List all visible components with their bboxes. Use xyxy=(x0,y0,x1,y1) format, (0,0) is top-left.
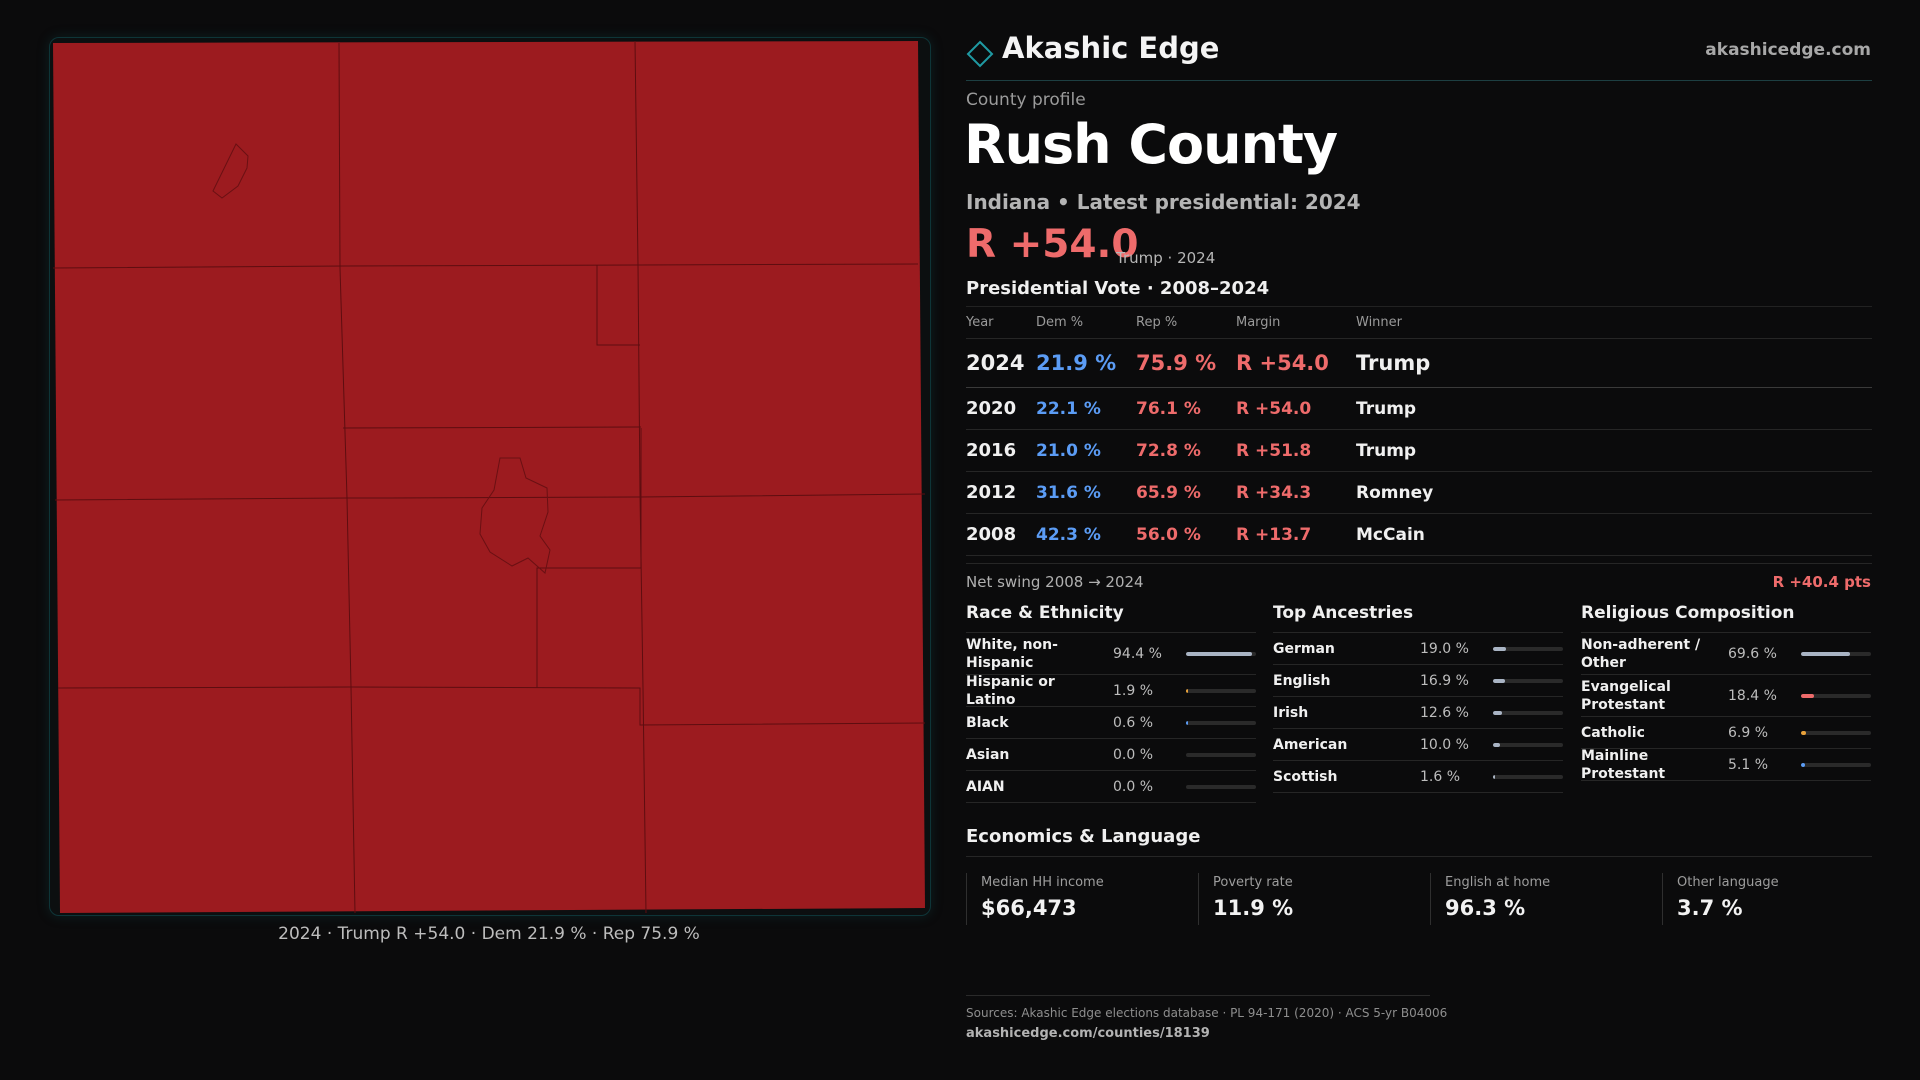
stat-card-value: $66,473 xyxy=(981,896,1077,920)
stat-bar-fill xyxy=(1801,763,1805,767)
stat-bar-fill xyxy=(1493,775,1495,779)
footer-divider xyxy=(966,995,1430,996)
stat-value: 1.9 % xyxy=(1113,682,1154,699)
stat-row xyxy=(1273,761,1563,793)
headline-margin: R +54.0 xyxy=(966,222,1139,267)
year-cell: 2016 xyxy=(966,440,1017,461)
winner-cell: Trump xyxy=(1356,351,1431,375)
stat-label: Evangelical Protestant xyxy=(1581,678,1671,713)
stat-label: Catholic xyxy=(1581,724,1645,741)
stat-card-value: 3.7 % xyxy=(1677,896,1743,920)
year-cell: 2008 xyxy=(966,524,1017,545)
stat-row xyxy=(1581,633,1871,675)
dem-cell: 21.9 % xyxy=(1036,351,1117,375)
stat-bar-fill xyxy=(1493,743,1500,747)
dem-cell: 22.1 % xyxy=(1036,398,1101,419)
rep-cell: 76.1 % xyxy=(1136,398,1201,419)
dem-cell: 31.6 % xyxy=(1036,482,1101,503)
stat-bar xyxy=(1801,694,1871,698)
stat-row xyxy=(966,675,1256,707)
stat-bar-fill xyxy=(1493,711,1502,715)
stat-bar xyxy=(1801,652,1871,656)
stat-bar-fill xyxy=(1801,652,1850,656)
map-caption: 2024 · Trump R +54.0 · Dem 21.9 % · Rep 75.9 % xyxy=(278,924,700,944)
stat-row xyxy=(966,739,1256,771)
column-header-rep: Rep % xyxy=(1136,315,1178,330)
stat-label: Mainline Protestant xyxy=(1581,747,1666,782)
stat-card-label: Poverty rate xyxy=(1213,875,1293,890)
rep-cell: 56.0 % xyxy=(1136,524,1201,545)
rep-cell: 72.8 % xyxy=(1136,440,1201,461)
stat-label: White, non-Hispanic xyxy=(966,636,1058,671)
swing-value: R +40.4 pts xyxy=(1772,573,1871,591)
stat-label: Scottish xyxy=(1273,768,1338,785)
race-panel-title: Race & Ethnicity xyxy=(966,602,1256,633)
year-cell: 2024 xyxy=(966,351,1025,375)
stat-row xyxy=(966,707,1256,739)
stat-bar-fill xyxy=(1186,721,1188,725)
stat-bar xyxy=(1186,689,1256,693)
stat-value: 0.0 % xyxy=(1113,778,1154,795)
stat-bar xyxy=(1493,679,1563,683)
stat-bar xyxy=(1186,652,1256,656)
column-header-margin: Margin xyxy=(1236,315,1281,330)
economics-title: Economics & Language xyxy=(966,826,1201,847)
stat-bar-fill xyxy=(1186,652,1252,656)
rep-cell: 75.9 % xyxy=(1136,351,1217,375)
stat-card xyxy=(1198,873,1433,925)
column-header-year: Year xyxy=(966,315,994,330)
county-subtitle: Indiana • Latest presidential: 2024 xyxy=(966,190,1361,214)
stat-row xyxy=(1581,675,1871,717)
profile-label: County profile xyxy=(966,90,1086,110)
year-cell: 2020 xyxy=(966,398,1017,419)
stat-card-label: Median HH income xyxy=(981,875,1104,890)
county-url-link[interactable]: akashicedge.com/counties/18139 xyxy=(966,1026,1210,1041)
stat-row xyxy=(1273,665,1563,697)
ancestry-panel xyxy=(1273,602,1563,793)
votes-title: Presidential Vote · 2008–2024 xyxy=(966,278,1270,299)
stat-row xyxy=(1581,717,1871,749)
stat-card-label: Other language xyxy=(1677,875,1779,890)
stat-bar xyxy=(1186,753,1256,757)
stat-bar xyxy=(1493,647,1563,651)
stat-value: 18.4 % xyxy=(1728,687,1777,704)
religion-panel xyxy=(1581,602,1871,781)
stat-label: AIAN xyxy=(966,778,1005,795)
margin-cell: R +54.0 xyxy=(1236,398,1312,419)
stat-bar xyxy=(1493,711,1563,715)
stat-row xyxy=(1273,729,1563,761)
economics-divider xyxy=(966,856,1872,857)
stat-card xyxy=(1430,873,1665,925)
stat-bar-fill xyxy=(1493,679,1505,683)
site-link[interactable]: akashicedge.com xyxy=(1705,40,1871,60)
dem-cell: 42.3 % xyxy=(1036,524,1101,545)
stat-label: Non-adherent / Other xyxy=(1581,636,1701,671)
margin-cell: R +13.7 xyxy=(1236,524,1312,545)
sources-text: Sources: Akashic Edge elections database · PL 94-171 (2020) · ACS 5-yr B04006 xyxy=(966,1006,1448,1020)
table-header-row xyxy=(966,307,1872,339)
stat-label: Hispanic or Latino xyxy=(966,673,1055,708)
rep-cell: 65.9 % xyxy=(1136,482,1201,503)
swing-label: Net swing 2008 → 2024 xyxy=(966,573,1144,591)
stat-value: 1.6 % xyxy=(1420,768,1461,785)
swing-divider xyxy=(966,563,1872,564)
stat-row xyxy=(1273,633,1563,665)
vote-table xyxy=(966,306,1872,556)
year-cell: 2012 xyxy=(966,482,1017,503)
stat-bar xyxy=(1186,785,1256,789)
stat-value: 5.1 % xyxy=(1728,756,1769,773)
stat-label: American xyxy=(1273,736,1348,753)
stat-value: 0.0 % xyxy=(1113,746,1154,763)
stat-value: 10.0 % xyxy=(1420,736,1469,753)
stat-card xyxy=(966,873,1201,925)
stat-card-value: 11.9 % xyxy=(1213,896,1294,920)
stat-label: Black xyxy=(966,714,1009,731)
stat-value: 94.4 % xyxy=(1113,645,1162,662)
stat-card xyxy=(1662,873,1897,925)
county-shape[interactable] xyxy=(53,41,925,913)
county-map[interactable] xyxy=(49,37,931,916)
stat-label: English xyxy=(1273,672,1331,689)
stat-row xyxy=(1273,697,1563,729)
stat-bar xyxy=(1801,731,1871,735)
stat-row xyxy=(1581,749,1871,781)
stat-label: Irish xyxy=(1273,704,1309,721)
stat-bar xyxy=(1186,721,1256,725)
stat-bar xyxy=(1493,775,1563,779)
ancestry-panel-title: Top Ancestries xyxy=(1273,602,1563,633)
stat-row xyxy=(966,633,1256,675)
table-row xyxy=(966,388,1872,430)
stat-value: 69.6 % xyxy=(1728,645,1777,662)
stat-label: Asian xyxy=(966,746,1010,763)
stat-value: 19.0 % xyxy=(1420,640,1469,657)
column-header-dem: Dem % xyxy=(1036,315,1084,330)
headline-note: Trump · 2024 xyxy=(1116,249,1216,267)
stat-card-label: English at home xyxy=(1445,875,1551,890)
stat-value: 0.6 % xyxy=(1113,714,1154,731)
race-panel xyxy=(966,602,1256,803)
page-title: Rush County xyxy=(964,113,1338,176)
table-row xyxy=(966,339,1872,388)
table-row xyxy=(966,430,1872,472)
religion-panel-title: Religious Composition xyxy=(1581,602,1871,633)
table-row xyxy=(966,472,1872,514)
stat-bar-fill xyxy=(1801,694,1814,698)
stat-card-value: 96.3 % xyxy=(1445,896,1526,920)
county-map-svg xyxy=(50,38,930,915)
margin-cell: R +51.8 xyxy=(1236,440,1312,461)
margin-cell: R +34.3 xyxy=(1236,482,1312,503)
winner-cell: Romney xyxy=(1356,482,1434,503)
stat-value: 16.9 % xyxy=(1420,672,1469,689)
winner-cell: McCain xyxy=(1356,524,1425,545)
column-header-winner: Winner xyxy=(1356,315,1403,330)
winner-cell: Trump xyxy=(1356,440,1417,461)
brand-name: Akashic Edge xyxy=(1002,31,1220,65)
header-divider xyxy=(966,80,1872,81)
stat-row xyxy=(966,771,1256,803)
dem-cell: 21.0 % xyxy=(1036,440,1101,461)
stat-bar xyxy=(1801,763,1871,767)
margin-cell: R +54.0 xyxy=(1236,351,1329,375)
stat-bar xyxy=(1493,743,1563,747)
winner-cell: Trump xyxy=(1356,398,1417,419)
brand-diamond-icon xyxy=(966,40,994,68)
stat-bar-fill xyxy=(1186,689,1188,693)
stat-value: 12.6 % xyxy=(1420,704,1469,721)
stat-bar-fill xyxy=(1493,647,1506,651)
stat-value: 6.9 % xyxy=(1728,724,1769,741)
table-row xyxy=(966,514,1872,556)
stat-bar-fill xyxy=(1801,731,1806,735)
stat-label: German xyxy=(1273,640,1335,657)
